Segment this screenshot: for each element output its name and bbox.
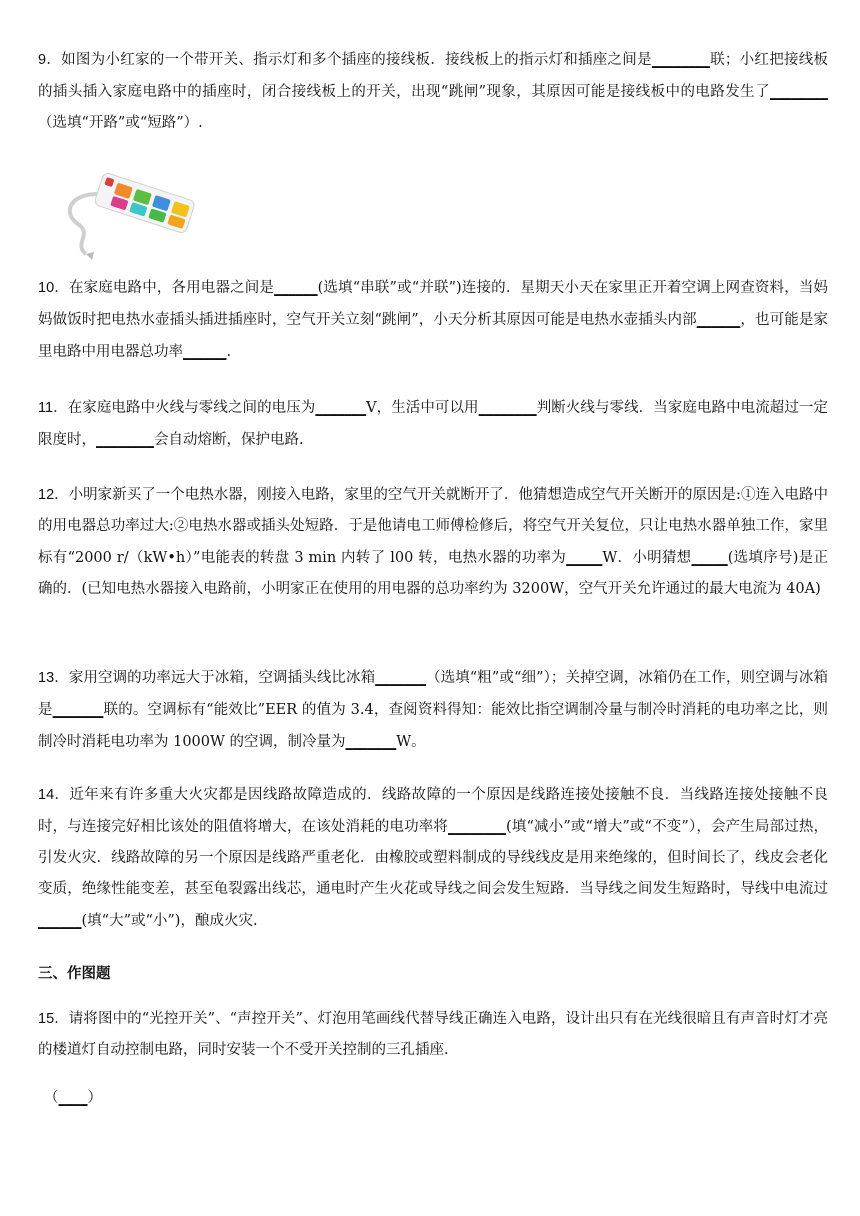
question-text: ．家用空调的功率远大于冰箱，空调插头线比冰箱 [54,670,376,686]
question-15 [38,1004,828,1066]
question-text: V，生活中可以用 [366,400,479,416]
answer-blank[interactable]: ________ [448,818,507,835]
question-text: (填“减小”或“增大”或“不变”），会产生局部过热，引发火灾．线路故障的另一个原因是线路严重老化．由橡胶或塑料制成的导线线皮是用来绝缘的，但时间长了，线皮会老化变质，绝缘性能变差，甚至龟裂露出线芯，通电时产生火花或导线之间会发生短路．当导线之间发生短路时，导线中电流过 [38,819,829,897]
question-text: (选填“串联”或“并联”)连接的．星期天小天在家里正开着空调上网查资料，当妈妈做饭时把电热水壶插头插进插座时，空气开关立刻“跳闸”，小天分析其原因可能是电热水壶插头内部 [38,280,829,328]
answer-blank[interactable]: _____ [691,549,728,566]
question-9 [38,44,828,139]
answer-blank[interactable]: _______ [52,701,104,718]
question-10 [38,272,828,368]
answer-blank[interactable]: ________ [96,431,154,448]
question-number: 9 [38,52,47,68]
answer-blank[interactable]: ________ [651,51,710,68]
question-text: ．近年来有许多重大火灾都是因线路故障造成的．线路故障的一个原因是线路连接处接触不良．当线路连接处接触不良时，与连接完好相比该处的阻值将增大，在该处消耗的电功率将 [38,787,828,835]
answer-blank[interactable]: _______ [375,669,426,686]
question-number: 11 [38,400,54,416]
question-13 [38,662,828,758]
question-text: ．请将图中的“光控开关”、“声控开关”、灯泡用笔画线代替导线正确连入电路，设计出只有在光线很暗且有声音时灯才亮的楼道灯自动控制电路，同时安装一个不受开关控制的三孔插座. [38,1011,828,1058]
question-number: 14 [38,787,55,803]
question-text: ．小明家新买了一个电热水器，刚接入电路，家里的空气开关就断开了．他猜想造成空气开关断开的原因是:①连入电路中的用电器总功率过大:②电热水器或插头处短路．于是他请电工师傅检修后，将空气开关复位，只让电热水器单独工作，家里标有“2000 r/（kW•h）”电能表的转盘 3 min 内转了 l00 转，电热水器的功率为 [38,487,828,566]
question-number: 13 [38,670,55,686]
question-text: W．小明猜想 [602,550,692,566]
question-text: (选填序号)是正确的．(已知电热水器接入电路前，小明家正在使用的用电器的总功率约为 3200W，空气开关允许通过的最大电流为 40A) [38,550,828,597]
question-14 [38,780,828,937]
answer-blank[interactable]: ____ [58,1089,88,1106]
question-text: （选填“粗”或“细”）；关掉空调，冰箱仍在工作，则空调与冰箱是 [38,670,828,718]
answer-blank[interactable]: _______ [315,399,367,416]
question-11 [38,392,828,456]
question-text: W。 [396,734,426,750]
answer-blank[interactable]: ______ [696,311,741,328]
answer-blank[interactable]: ______ [38,912,82,929]
question-text: 联；小红把接线板的插头插入家庭电路中的插座时，闭合接线板上的开关，出现“跳闸”现象，其原因可能是接线板中的电路发生了 [38,52,829,100]
answer-blank[interactable]: ______ [183,343,227,360]
question-text: 联的。空调标有“能效比”EER 的值为 3.4，查阅资料得知：能效比指空调制冷量与制冷时消耗的电功率之比，则制冷时消耗电功率为 1000W 的空调，制冷量为 [38,702,829,750]
answer-blank[interactable]: ______ [274,279,318,296]
question-text: 判断火线与零线．当家庭电路中电流超过一定限度时， [38,400,829,448]
question-text: （选填“开路”或“短路”）. [38,115,203,131]
paren-close: ） [87,1090,102,1106]
question-text: ．如图为小红家的一个带开关、指示灯和多个插座的接线板．接线板上的指示灯和插座之间是 [46,52,652,68]
power-strip-icon [58,154,198,264]
answer-blank[interactable]: ________ [770,83,828,100]
question-text: ．在家庭电路中火线与零线之间的电压为 [53,400,316,416]
question-text: 会自动熔断，保护电路. [154,432,304,448]
answer-blank[interactable]: ________ [478,399,537,416]
question-text: (填“大”或“小”)，酿成火灾. [81,913,258,929]
question-text: ，也可能是家里电路中用电器总功率 [38,312,829,360]
paren-open: （ [44,1090,59,1106]
answer-blank[interactable]: _______ [345,733,397,750]
question-number: 15 [38,1011,55,1027]
power-strip-figure [58,154,198,264]
answer-area [44,1086,834,1107]
question-number: 12 [38,487,55,503]
question-12 [38,480,828,605]
question-text: . [226,344,232,360]
answer-blank[interactable]: _____ [566,549,603,566]
question-number: 10 [38,280,55,296]
question-text: ．在家庭电路中，各用电器之间是 [54,280,275,296]
section-heading: 三、作图题 [38,966,111,982]
